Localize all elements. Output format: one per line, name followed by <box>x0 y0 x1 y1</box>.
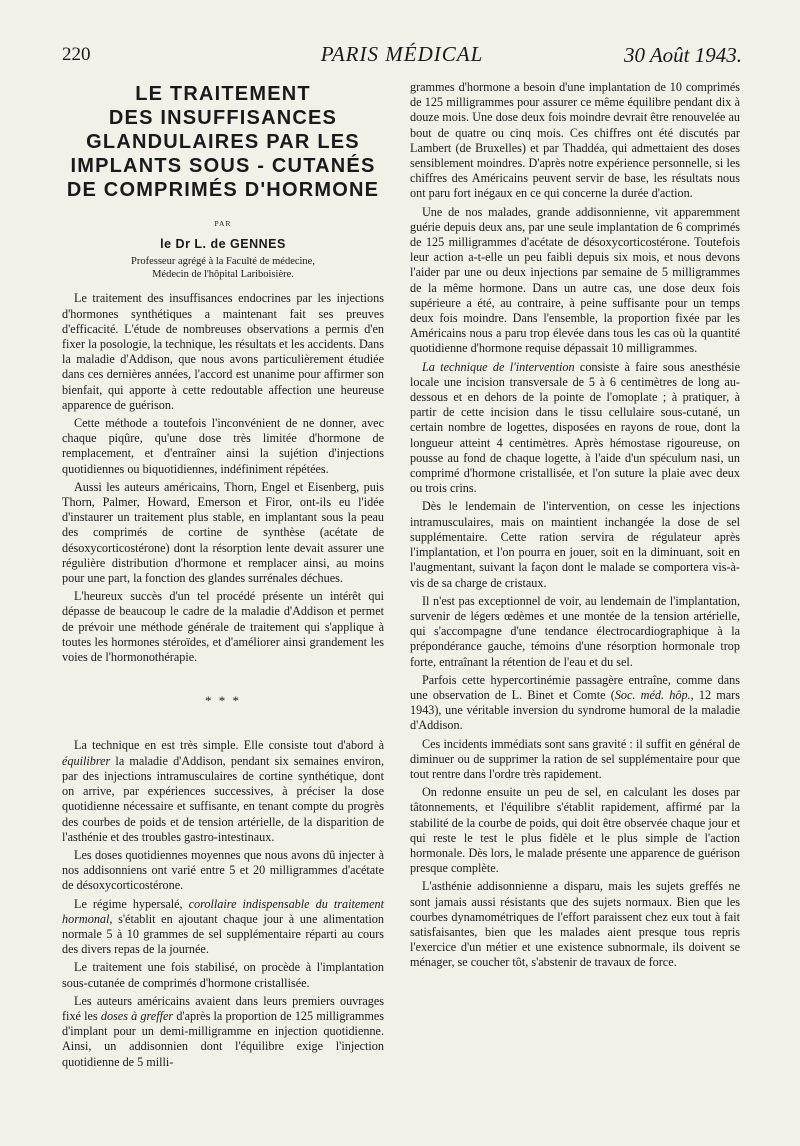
author-affiliation <box>62 255 384 281</box>
paragraph: L'asthénie addisonnienne a disparu, mais les sujets greffés ne sont jamais aussi résistants que des sujets normaux. Bien que les courbes dynamométriques de l'effort paraissent chez eux tout à fait satisfaisantes, bien que les malades aient presque tous repris l'exercice d'un métier et une existence subnormale, ils doivent se ménager, se coucher tôt, s'abstenir de travaux de force. <box>410 879 740 970</box>
page-header <box>62 42 742 70</box>
paragraph: La technique en est très simple. Elle consiste tout d'abord à équilibrer la maladie d'Addison, pendant six semaines environ, par des injections intramusculaires de cortine synthétique, dont on arrive, par expériences successives, à préciser la dose quotidienne nécessaire et suffisante, en tenant compte du progrès des courbes de poids et de tension artérielle, de la disparition de l'asthénie et des troubles gastro-intestinaux. <box>62 738 384 844</box>
paragraph: Le traitement des insuffisances endocrines par les injections d'hormones synthétiques a maintenant fait ses preuves d'efficacité. L'étude de nombreuses observations a permis d'en fixer la posologie, la technique, les résultats et les accidents. Dans la maladie d'Addison, que nous avons particulièrement étudiée dans ces dernières années, l'accord est unanime pour affirmer son bienfait, qui apporte à cette redoutable affection une heureuse apparence de guérison. <box>62 291 384 412</box>
title-line: DES INSUFFISANCES <box>108 107 338 129</box>
title-line: GLANDULAIRES PAR LES <box>86 131 360 153</box>
paragraph: Dès le lendemain de l'intervention, on cesse les injections intramusculaires, mais on maintient inchangée la dose de sel supplémentaire. Cette ration servira de régulateur après l'implantation, et l'on pourra en jouer, soit en la diminuant, soit en l'augmentant, suivant la façon dont le malade se comportera vis-à-vis de sa charge de cristaux. <box>410 499 740 590</box>
paragraph: Les doses quotidiennes moyennes que nous avons dû injecter à nos addisonniens ont varié entre 5 et 20 milligrammes d'acétate de désoxycorticostérone. <box>62 847 384 893</box>
paragraph: grammes d'hormone a besoin d'une implantation de 10 comprimés de 125 milligrammes pour assurer ce même équilibre pendant dix à douze mois. Une dose deux fois moindre devrait être renouvelée au bout de quatre ou cinq mois. Ces chiffres ont été discutés par Lambert (de Bruxelles) et par Thaddéa, qui admettaient des doses sensiblement moindres. D'après notre expérience personnelle, si les chiffres des Américains peuvent servir de base, les résultats nous ont paru fort inégaux en ce qui concerne la durée d'action. <box>410 80 740 201</box>
paragraph: Cette méthode a toutefois l'inconvénient de ne donner, avec chaque piqûre, qu'une dose très limitée d'hormone de remplacement, et d'entraîner ainsi la sujétion d'injections quotidiennes ou biquotidiennes, indéfiniment répétées. <box>62 416 384 476</box>
paragraph: Il n'est pas exceptionnel de voir, au lendemain de l'implantation, survenir de légers œdèmes et une montée de la tension artérielle, qui s'accompagne d'une tendance électrocardiographique à la prépondérance gauche, témoins d'une résorption hormonale trop forte, entraînant la rétention de l'eau et du sel. <box>410 593 740 669</box>
journal-title: PARIS MÉDICAL <box>320 42 484 66</box>
paragraph: Les auteurs américains avaient dans leurs premiers ouvrages fixé les doses à greffer d'après la proportion de 125 milligrammes d'implant pour un demi-milligramme en injection quotidienne. Ainsi, un addisonnien dont l'équilibre exige l'injection quotidienne de 5 milli- <box>62 993 384 1069</box>
right-column <box>410 80 740 974</box>
title-line: LE TRAITEMENT <box>135 83 311 105</box>
byline-par: PAR <box>214 219 232 228</box>
left-column <box>62 80 384 1073</box>
author-name: le Dr L. de GENNES <box>160 237 286 252</box>
issue-date: 30 Août 1943. <box>623 43 742 67</box>
paragraph: Ces incidents immédiats sont sans gravité : il suffit en général de diminuer ou de supprimer la ration de sel supplémentaire pour que tout rentre dans l'ordre très rapidement. <box>410 736 740 781</box>
paragraph: L'heureux succès d'un tel procédé présente un intérêt qui dépasse de beaucoup le cadre de la maladie d'Addison et permet de prévoir une méthode générale de traitement qui s'applique à toutes les hormones stéroïdes, et d'améliorer ainsi grandement les voies de l'hormonothérapie. <box>62 589 384 665</box>
paragraph: Le traitement une fois stabilisé, on procède à l'implantation sous-cutanée de comprimés d'hormone cristallisée. <box>62 960 384 990</box>
title-line: IMPLANTS SOUS - CUTANÉS <box>70 155 376 177</box>
paragraph: Une de nos malades, grande addisonnienne, vit apparemment guérie depuis deux ans, par une seule implantation de 6 comprimés de 125 milligrammes d'acétate de désoxycorticostérone. Toutefois leur action a-t-elle un peu faibli depuis six mois, et nous devons l'aider par une ou deux injections par semaine de 5 milligrammes de la même hormone. Dans un autre cas, une dose deux fois supérieure a été, au contraire, à peine suffisante pour un temps deux fois moindre. Dans l'ensemble, la proportion fixée par les Américains nous a paru trop élevée dans tous les cas où la quantité quotidienne d'hormone requise dépassait 10 milligrammes. <box>410 204 740 356</box>
affiliation-line: Médecin de l'hôpital Lariboisière. <box>152 269 294 281</box>
section-separator: * * * <box>205 693 241 709</box>
paragraph: Le régime hypersalé, corollaire indispensable du traitement hormonal, s'établit en ajoutant chaque jour à une alimentation normale 5 à 10 grammes de sel supplémentaire réparti au cours des divers repas de la journée. <box>62 896 384 957</box>
paragraph: On redonne ensuite un peu de sel, en calculant les doses par tâtonnements, et l'équilibre s'établit rapidement, affirmé par la stabilité de la courbe de poids, qui doit être observée chaque jour et qui reste le test le plus fidèle et le plus simple de l'action hormonale. Dès lors, le malade présente une apparence de guérison presque complète. <box>410 785 740 876</box>
affiliation-line: Professeur agrégé à la Faculté de médecine, <box>131 256 315 268</box>
page-number: 220 <box>62 44 91 65</box>
paragraph: La technique de l'intervention consiste à faire sous anesthésie locale une incision transversale de 5 à 6 centimètres de long au-dessous et en dehors de la pointe de l'omoplate ; à pratiquer, à partir de cette incision dans le tissu cellulaire sous-cutané, un certain nombre de logettes, disposées en rayons de roue, dont la longueur atteint 4 centimètres. Après hémostase rigoureuse, on pousse au fond de chaque logette, à l'aide d'un spéculum nasi, un comprimé d'hormone cristallisée, et l'on suture la plaie avec deux ou trois crins. <box>410 359 740 496</box>
title-line: DE COMPRIMÉS D'HORMONE <box>66 179 380 201</box>
paragraph: Parfois cette hypercortinémie passagère entraîne, comme dans une observation de L. Binet et Comte (Soc. méd. hôp., 12 mars 1943), une véritable inversion du syndrome humoral de la maladie d'Addison. <box>410 672 740 733</box>
article-title <box>62 82 384 202</box>
paragraph: Aussi les auteurs américains, Thorn, Engel et Eisenberg, puis Thorn, Palmer, Howard, Emerson et Firor, ont-ils eu l'idée d'instaurer un traitement plus stable, en implantant sous la peau des comprimés de cortine de synthèse (acétate de désoxycorticostérone) dont la résorption lente devait assurer une régulière distribution d'hormone et remplacer ainsi, au moins pour une part, la fonction des glandes surrénales déchues. <box>62 479 384 586</box>
